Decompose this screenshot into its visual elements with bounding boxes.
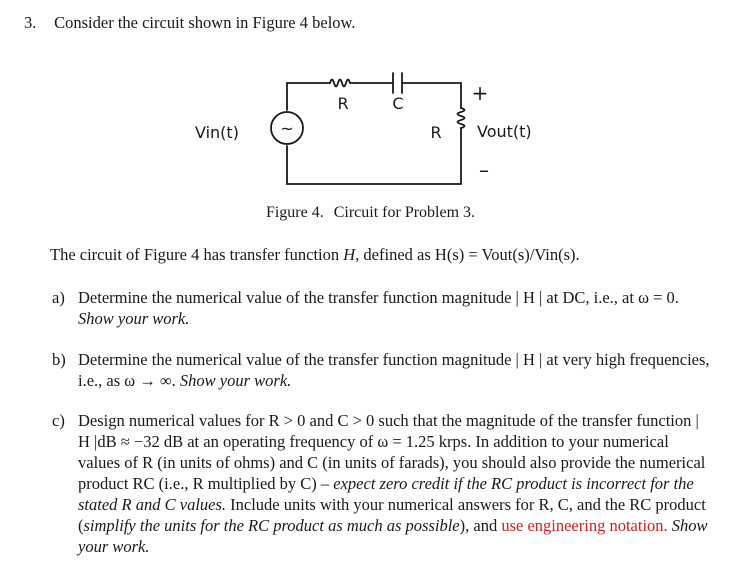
series-r-label: R	[337, 94, 349, 113]
part-b-letter: b)	[52, 350, 66, 369]
question-number: 3.	[24, 13, 37, 32]
shunt-resistor	[458, 108, 465, 128]
series-c-label: C	[392, 94, 404, 113]
part-b-text: Determine the numerical value of the transfer function magnitude | H | at very high frequencies, i.e., as ω → ∞.	[78, 350, 710, 390]
part-c-line3: ), and	[459, 516, 502, 535]
part-b-emph: Show your work.	[179, 371, 292, 390]
intro-paragraph	[50, 245, 580, 265]
figure-caption	[0, 204, 741, 222]
source-symbol: ~	[280, 119, 294, 138]
part-c-line2: Include units with your numerical answers for R, C, and the RC product (	[78, 495, 706, 535]
plus-sign: +	[471, 81, 489, 105]
figure-caption-text: Circuit for Problem 3.	[333, 204, 476, 221]
part-c	[52, 410, 712, 557]
series-resistor	[330, 80, 356, 87]
source-label: Vin(t)	[195, 123, 239, 142]
intro-prefix: The circuit of Figure 4 has transfer function	[50, 245, 344, 264]
part-c-emph3: Show your work.	[78, 516, 708, 556]
part-c-red: use engineering notation.	[501, 516, 668, 535]
intro-symbol: H	[343, 245, 356, 264]
intro-middle: , defined as	[355, 245, 435, 264]
part-c-emph2: simplify the units for the RC product as much as possible	[83, 516, 460, 535]
part-a-text: Determine the numerical value of the transfer function magnitude | H | at DC, i.e., at ω = 0.	[78, 288, 679, 307]
part-a	[52, 287, 712, 329]
part-c-letter: c)	[52, 411, 65, 430]
figure-label: Figure 4.	[265, 204, 324, 221]
question-text: Consider the circuit shown in Figure 4 below.	[54, 13, 356, 32]
part-b	[52, 349, 712, 391]
part-c-line1: Design numerical values for R > 0 and C > 0 such that the magnitude of the transfer function | H |dB ≈ −32 dB at an operating frequency of ω = 1.25 krps. In addition to your numerical values of R (in units of ohms) and C (in units of farads), you should also provide the numerical product RC (i.e., R multiplied by C) –	[78, 411, 706, 493]
part-a-emph: Show your work.	[78, 309, 190, 328]
shunt-r-label: R	[430, 123, 442, 142]
circuit-diagram	[0, 0, 741, 200]
part-a-letter: a)	[52, 288, 65, 307]
part-c-emph1: expect zero credit if the RC product is incorrect for the stated R and C values.	[78, 474, 694, 514]
wire-top-right	[402, 83, 461, 108]
minus-sign: –	[479, 158, 489, 182]
intro-equation: H(s) = Vout(s)/Vin(s).	[434, 245, 580, 264]
output-label: Vout(t)	[477, 122, 532, 141]
